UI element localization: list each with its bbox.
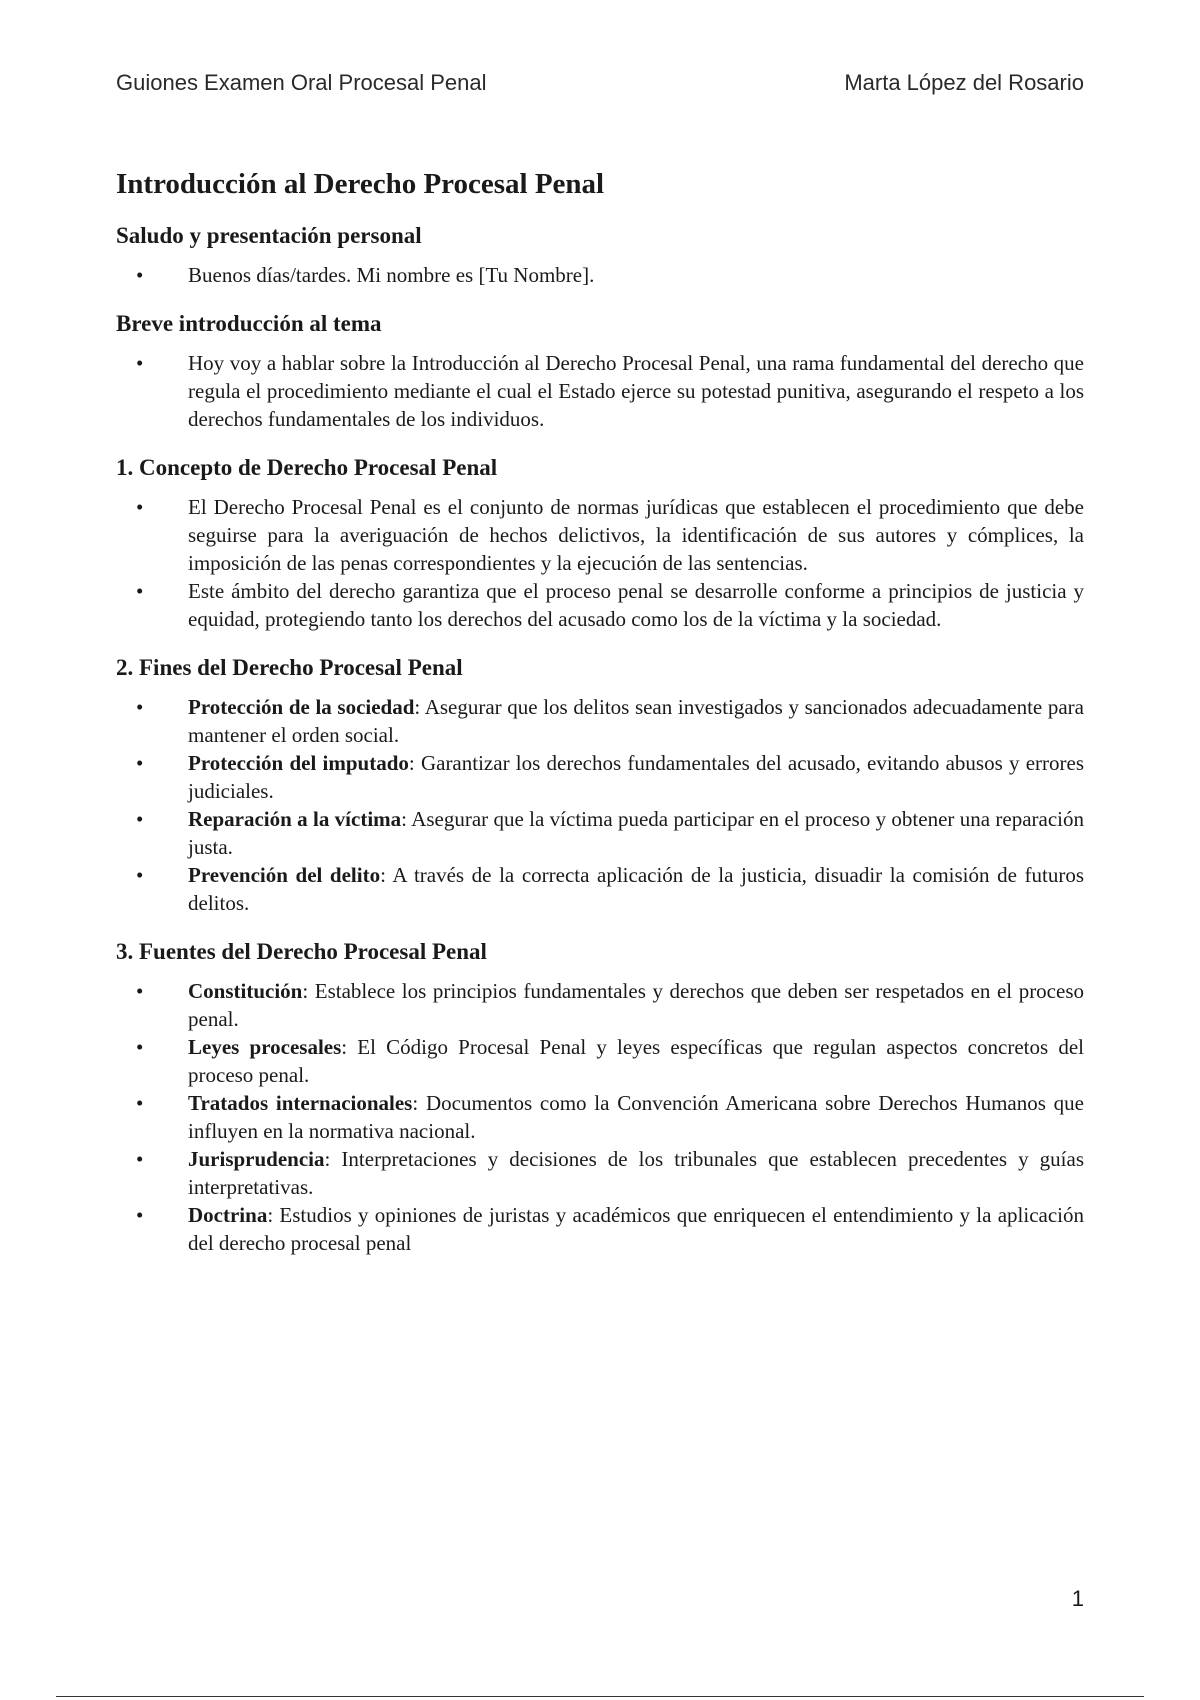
bullet-icon: • (136, 1203, 144, 1227)
list-item-text: : Garantizar los derechos fundamentales del acusado, evitando abusos y errores judiciales. (188, 751, 1084, 803)
bullet-icon: • (136, 263, 144, 287)
list-item-text: : El Código Procesal Penal y leyes específicas que regulan aspectos concretos del proceso penal. (188, 1035, 1084, 1087)
list-item-text: : Interpretaciones y decisiones de los tribunales que establecen precedentes y guías interpretativas. (188, 1147, 1084, 1199)
list-item-text: El Derecho Procesal Penal es el conjunto de normas jurídicas que establecen el procedimiento que debe seguirse para la averiguación de hechos delictivos, la identificación de sus autores y cómplices, la imposición de las penas correspondientes y la ejecución de las sentencias. (188, 495, 1084, 575)
list-item (116, 1033, 1084, 1089)
bullet-list (116, 349, 1084, 433)
header-document-title: Guiones Examen Oral Procesal Penal (116, 70, 487, 95)
list-item (116, 1089, 1084, 1145)
section-heading: 1. Concepto de Derecho Procesal Penal (116, 455, 498, 480)
list-item (116, 805, 1084, 861)
list-item-text: : Establece los principios fundamentales y derechos que deben ser respetados en el proceso penal. (188, 979, 1084, 1031)
bullet-icon: • (136, 807, 144, 831)
bullet-icon: • (136, 1147, 144, 1171)
list-item (116, 493, 1084, 577)
list-item (116, 349, 1084, 433)
bullet-icon: • (136, 351, 144, 375)
list-item (116, 861, 1084, 917)
bullet-icon: • (136, 979, 144, 1003)
footer-divider (56, 1696, 1144, 1697)
section-heading: 2. Fines del Derecho Procesal Penal (116, 655, 463, 680)
list-item-text: : Estudios y opiniones de juristas y académicos que enriquecen el entendimiento y la aplicación del derecho procesal penal (188, 1203, 1084, 1255)
section-heading: Saludo y presentación personal (116, 223, 422, 248)
list-item-term: Jurisprudencia (188, 1147, 325, 1171)
section-heading: Breve introducción al tema (116, 311, 382, 336)
list-item (116, 693, 1084, 749)
section-heading: 3. Fuentes del Derecho Procesal Penal (116, 939, 487, 964)
page-number: 1 (1071, 1586, 1084, 1611)
list-item (116, 577, 1084, 633)
page-title: Introducción al Derecho Procesal Penal (116, 168, 605, 200)
list-item-text: : A través de la correcta aplicación de la justicia, disuadir la comisión de futuros delitos. (188, 863, 1084, 915)
list-item (116, 1201, 1084, 1257)
list-item (116, 749, 1084, 805)
list-item (116, 977, 1084, 1033)
list-item-term: Constitución (188, 979, 303, 1003)
list-item-text: Buenos días/tardes. Mi nombre es [Tu Nombre]. (188, 263, 595, 287)
list-item-term: Prevención del delito (188, 863, 381, 887)
list-item-term: Protección de la sociedad (188, 695, 415, 719)
list-item-term: Leyes procesales (188, 1035, 342, 1059)
bullet-icon: • (136, 495, 144, 519)
list-item-term: Doctrina (188, 1203, 268, 1227)
bullet-icon: • (136, 863, 144, 887)
list-item-text: : Documentos como la Convención Americana sobre Derechos Humanos que influyen en la normativa nacional. (188, 1091, 1085, 1143)
bullet-icon: • (136, 1035, 144, 1059)
list-item (116, 1145, 1084, 1201)
list-item (116, 261, 1084, 289)
list-item-text: Hoy voy a hablar sobre la Introducción al Derecho Procesal Penal, una rama fundamental del derecho que regula el procedimiento mediante el cual el Estado ejerce su potestad punitiva, asegurando el respeto a los derechos fundamentales de los individuos. (188, 351, 1084, 431)
bullet-icon: • (136, 695, 144, 719)
bullet-icon: • (136, 1091, 144, 1115)
bullet-list (116, 977, 1084, 1257)
bullet-list (116, 261, 1084, 289)
list-item-text: Este ámbito del derecho garantiza que el proceso penal se desarrolle conforme a principios de justicia y equidad, protegiendo tanto los derechos del acusado como los de la víctima y la sociedad. (188, 579, 1084, 631)
list-item-text: : Asegurar que los delitos sean investigados y sancionados adecuadamente para mantener el orden social. (188, 695, 1084, 747)
sections-container (116, 223, 1084, 1257)
header-author: Marta López del Rosario (844, 70, 1084, 95)
bullet-icon: • (136, 751, 144, 775)
bullet-list (116, 493, 1084, 633)
page-header (116, 70, 1084, 96)
bullet-list (116, 693, 1084, 917)
list-item-term: Reparación a la víctima (188, 807, 402, 831)
document-body (116, 168, 1084, 1279)
bullet-icon: • (136, 579, 144, 603)
list-item-term: Protección del imputado (188, 751, 409, 775)
list-item-term: Tratados internacionales (188, 1091, 413, 1115)
list-item-text: : Asegurar que la víctima pueda participar en el proceso y obtener una reparación justa. (188, 807, 1084, 859)
